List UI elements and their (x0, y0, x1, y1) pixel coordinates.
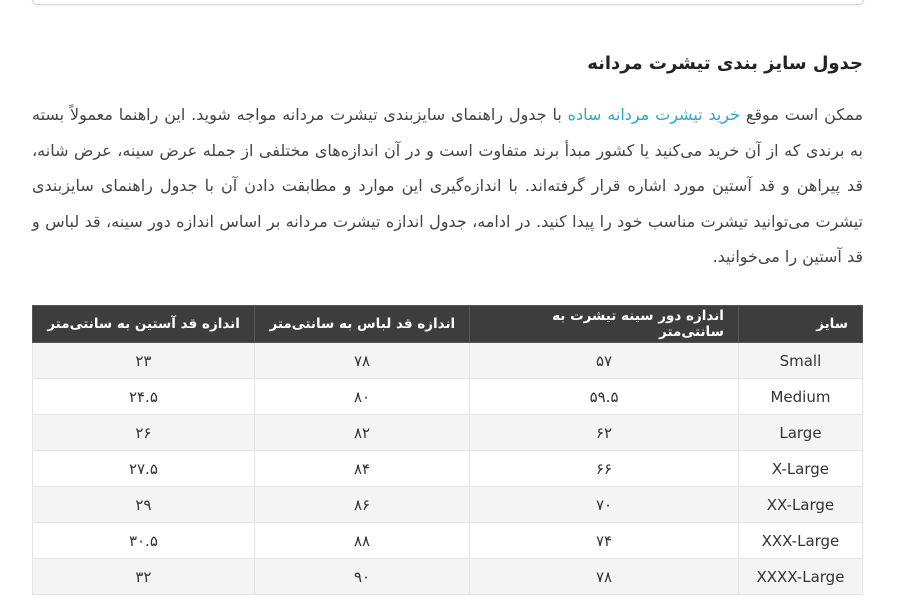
size-chart-table (32, 305, 863, 595)
table-row (33, 523, 863, 559)
top-content-box (32, 0, 864, 5)
intro-paragraph (32, 97, 863, 275)
header-sleeve: اندازه قد آستین به سانتی‌متر (33, 306, 255, 343)
cell-chest: ۶۶ (470, 451, 739, 487)
cell-length: ۸۴ (254, 451, 469, 487)
cell-length: ۸۸ (254, 523, 469, 559)
cell-chest: ۶۲ (470, 415, 739, 451)
cell-size: Small (738, 343, 862, 379)
header-chest: اندازه دور سینه تیشرت به سانتی‌متر (470, 306, 739, 343)
paragraph-text-start: ممکن است موقع (740, 105, 864, 124)
cell-sleeve: ۳۲ (33, 559, 255, 595)
cell-chest: ۷۴ (470, 523, 739, 559)
table-row (33, 559, 863, 595)
table-row (33, 343, 863, 379)
cell-size: XXXX-Large (738, 559, 862, 595)
cell-length: ۸۰ (254, 379, 469, 415)
cell-length: ۸۲ (254, 415, 469, 451)
cell-length: ۹۰ (254, 559, 469, 595)
cell-sleeve: ۲۴.۵ (33, 379, 255, 415)
table-header-row (33, 306, 863, 343)
cell-size: X-Large (738, 451, 862, 487)
cell-sleeve: ۳۰.۵ (33, 523, 255, 559)
table-row (33, 415, 863, 451)
cell-chest: ۷۸ (470, 559, 739, 595)
cell-size: XXX-Large (738, 523, 862, 559)
buy-plain-tshirt-link[interactable]: خرید تیشرت مردانه ساده (567, 105, 741, 124)
header-length: اندازه قد لباس به سانتی‌متر (254, 306, 469, 343)
cell-chest: ۵۹.۵ (470, 379, 739, 415)
table-row (33, 451, 863, 487)
cell-chest: ۷۰ (470, 487, 739, 523)
cell-size: XX-Large (738, 487, 862, 523)
header-size: سایز (738, 306, 862, 343)
cell-length: ۷۸ (254, 343, 469, 379)
section-title: جدول سایز بندی تیشرت مردانه (587, 53, 863, 74)
cell-chest: ۵۷ (470, 343, 739, 379)
paragraph-text-rest: با جدول راهنمای سایزبندی تیشرت مردانه مواجه شوید. این راهنما معمولاً بسته به برندی که از آن خرید می‌کنید یا کشور مبدأ برند متفاوت است و در آن اندازه‌های مختلفی از جمله عرض سینه، عرض شانه، قد پیراهن و قد آستین مورد اشاره قرار گرفته‌اند. با اندازه‌گیری این موارد و مطابقت دادن آن با جدول راهنمای سایزبندی تیشرت می‌توانید تیشرت مناسب خود را پیدا کنید. در ادامه، جدول اندازه تیشرت مردانه بر اساس اندازه دور سینه، قد لباس و قد آستین را می‌خوانید. (32, 105, 863, 266)
table-row (33, 487, 863, 523)
cell-sleeve: ۲۳ (33, 343, 255, 379)
cell-size: Medium (738, 379, 862, 415)
cell-sleeve: ۲۹ (33, 487, 255, 523)
table-row (33, 379, 863, 415)
cell-size: Large (738, 415, 862, 451)
cell-sleeve: ۲۶ (33, 415, 255, 451)
cell-sleeve: ۲۷.۵ (33, 451, 255, 487)
cell-length: ۸۶ (254, 487, 469, 523)
